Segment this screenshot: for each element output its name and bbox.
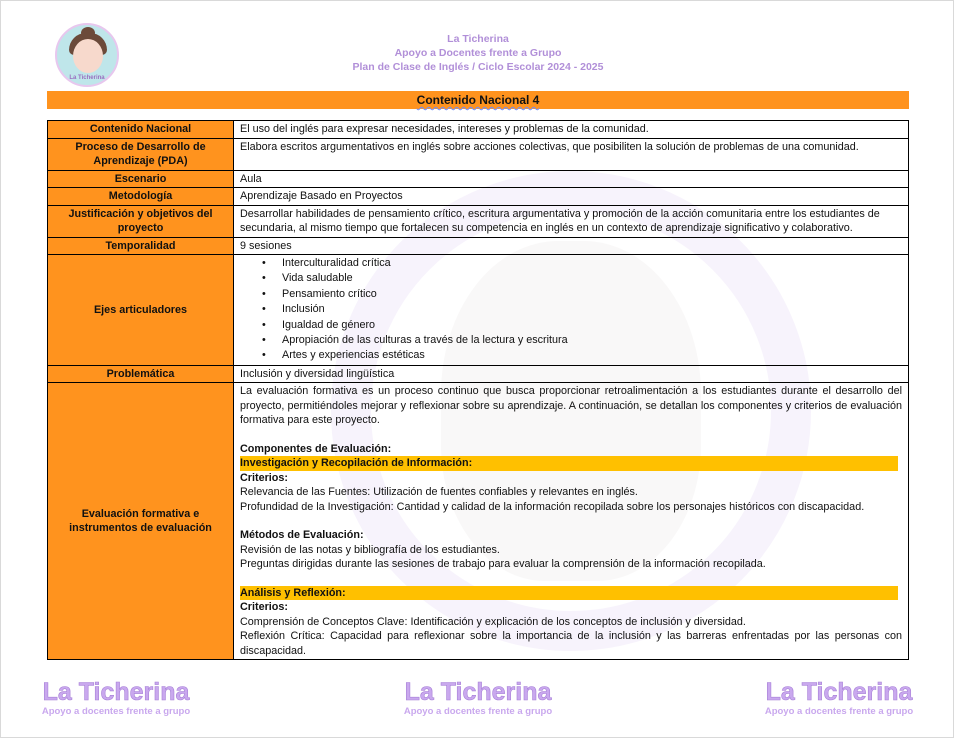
table-row <box>48 255 909 366</box>
row-label: Metodología <box>48 188 234 206</box>
components-heading: Componentes de Evaluación: <box>240 442 392 455</box>
lesson-plan-table <box>47 120 909 660</box>
row-label: Problemática <box>48 365 234 383</box>
row-label: Escenario <box>48 170 234 188</box>
table-row <box>48 121 909 139</box>
header-line-2: Apoyo a Docentes frente a Grupo <box>394 47 562 59</box>
footer-brand-name: La Ticherina <box>765 678 913 706</box>
method-item: Revisión de las notas y bibliografía de los estudiantes. <box>240 543 500 556</box>
criterion: Profundidad de la Investigación: Cantidad y calidad de la información recopilada sobre los personajes históricos con discapacidad. <box>240 500 865 513</box>
table-row <box>48 383 909 660</box>
section-highlight-analysis: Análisis y Reflexión: <box>240 586 898 601</box>
list-item: • Pensamiento crítico <box>262 287 902 302</box>
banner-title: Contenido Nacional 4 <box>416 93 540 107</box>
header-line-1: La Ticherina <box>447 33 509 45</box>
footer-brand-right <box>749 678 929 717</box>
table-row <box>48 205 909 237</box>
footer-brand-name: La Ticherina <box>404 678 552 706</box>
footer-brand-tagline: Apoyo a docentes frente a grupo <box>403 706 553 717</box>
footer-brand-tagline: Apoyo a docentes frente a grupo <box>764 706 914 717</box>
row-label: Contenido Nacional <box>48 121 234 139</box>
row-value <box>234 255 909 366</box>
row-value: Elabora escritos argumentativos en inglés sobre acciones colectivas, que posibiliten la solución de problemas de una comunidad. <box>234 138 909 170</box>
table-row <box>48 188 909 206</box>
row-value: Aula <box>234 170 909 188</box>
list-item: • Inclusión <box>262 302 902 317</box>
method-item: Preguntas dirigidas durante las sesiones de trabajo para evaluar la comprensión de la información recopilada. <box>240 558 766 571</box>
list-item: • Apropiación de las culturas a través de la lectura y escritura <box>262 333 902 348</box>
row-label: Proceso de Desarrollo de Aprendizaje (PDA) <box>48 138 234 170</box>
list-item: • Igualdad de género <box>262 318 902 333</box>
ejes-list <box>240 256 902 364</box>
criteria-heading: Criterios: <box>240 471 288 484</box>
table-row <box>48 170 909 188</box>
methods-heading: Métodos de Evaluación: <box>240 529 364 542</box>
section-highlight-research: Investigación y Recopilación de Información: <box>240 456 898 471</box>
document-header <box>1 32 954 74</box>
section-banner <box>47 91 909 109</box>
table-row <box>48 365 909 383</box>
criteria-heading: Criterios: <box>240 601 288 614</box>
row-value: Inclusión y diversidad lingüística <box>234 365 909 383</box>
criterion: Comprensión de Conceptos Clave: Identificación y explicación de los conceptos de inclusión y diversidad. <box>240 615 746 628</box>
header-line-3: Plan de Clase de Inglés / Ciclo Escolar 2024 - 2025 <box>352 61 604 73</box>
table-row <box>48 237 909 255</box>
row-value: El uso del inglés para expresar necesidades, intereses y problemas de la comunidad. <box>234 121 909 139</box>
footer-brand-tagline: Apoyo a docentes frente a grupo <box>41 706 191 717</box>
row-value <box>234 383 909 660</box>
evaluation-intro: La evaluación formativa es un proceso continuo que busca proporcionar retroalimentación a los estudiantes durante el desarrollo del proyecto, permitiéndoles mejorar y reflexionar sobre su aprendizaje. A continuación, se detallan los componentes y criterios de evaluación formativa para este proyecto. <box>240 385 902 427</box>
criterion: Reflexión Crítica: Capacidad para reflexionar sobre la importancia de la inclusión y las barreras enfrentadas por las personas con discapacidad. <box>240 630 902 657</box>
logo-text: La Ticherina <box>69 75 105 81</box>
footer-brand-left <box>26 678 206 717</box>
row-label: Temporalidad <box>48 237 234 255</box>
row-value: Aprendizaje Basado en Proyectos <box>234 188 909 206</box>
list-item: • Interculturalidad crítica <box>262 256 902 271</box>
list-item: • Artes y experiencias estéticas <box>262 348 902 363</box>
row-label: Evaluación formativa e instrumentos de evaluación <box>48 383 234 660</box>
row-label: Ejes articuladores <box>48 255 234 366</box>
footer-brand-center <box>388 678 568 717</box>
row-value: Desarrollar habilidades de pensamiento crítico, escritura argumentativa y promoción de la acción comunitaria entre los estudiantes de secundaria, al mismo tiempo que fortalecen su competencia en inglés en un contexto de aprendizaje significativo y colaborativo. <box>234 205 909 237</box>
footer-brand-name: La Ticherina <box>42 678 190 706</box>
list-item: • Vida saludable <box>262 271 902 286</box>
row-value: 9 sesiones <box>234 237 909 255</box>
row-label: Justificación y objetivos del proyecto <box>48 205 234 237</box>
criterion: Relevancia de las Fuentes: Utilización de fuentes confiables y relevantes en inglés. <box>240 486 638 499</box>
table-row <box>48 138 909 170</box>
